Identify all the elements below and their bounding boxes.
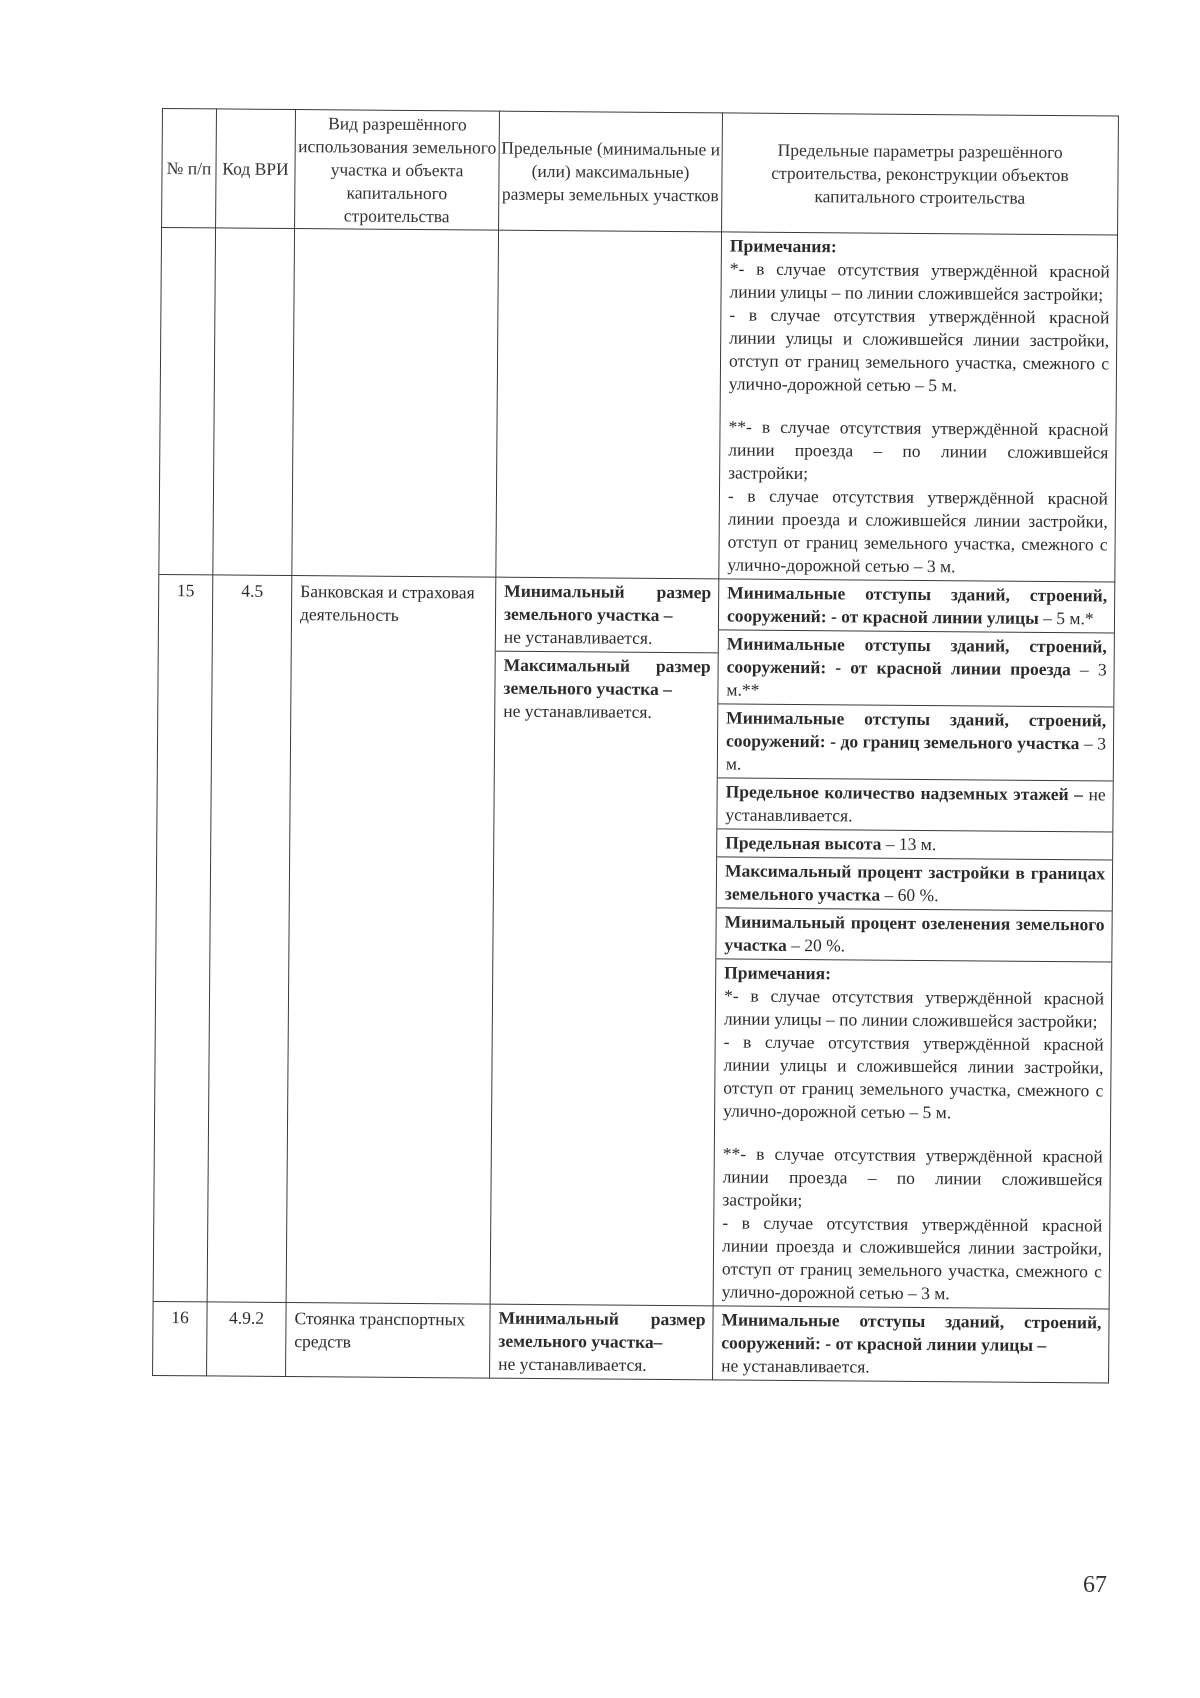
max-size: Максимальный размер земельного участка – не устанавливается. <box>495 651 718 727</box>
zoning-table <box>152 108 1119 1383</box>
header-size: Предельные (минимальные и (или) максимальные) размеры земельных участков <box>499 111 723 232</box>
notes-title: Примечания: <box>724 962 832 984</box>
row-number: 15 <box>153 574 213 1301</box>
header-name: Вид разрешённого использования земельного участка и объекта капитального строительства <box>295 110 500 231</box>
note-passage: **- в случае отсутствия утверждённой красной линии проезда – по линии сложившейся застройки; - в случае отсутствия утверждённой красной линии проезда и сложившейся линии застройки, отступ от границ земельного участка, смежного с улично-дорожной сетью – 3 м. <box>727 416 1109 577</box>
table-row-15 <box>153 574 1115 1308</box>
row-number: 16 <box>153 1301 208 1375</box>
row-size-cell <box>490 577 719 1306</box>
row-size-cell <box>490 1304 714 1380</box>
note-street: *- в случае отсутствия утверждённой красной линии улицы – по линии сложившейся застройки; - в случае отсутствия утверждённой красной линии улицы и сложившейся линии застройки, отступ от границ земельного участка, смежного с улично-дорожной сетью – 5 м. <box>723 985 1105 1123</box>
row-params-cell <box>713 1306 1110 1383</box>
row-code: 4.5 <box>207 575 292 1303</box>
notes-cell <box>714 958 1112 1308</box>
min-size: Минимальный размер земельного участка– не устанавливается. <box>498 1307 706 1375</box>
table-row-16 <box>153 1301 1110 1383</box>
table-row-continuation <box>159 228 1118 582</box>
notes-cell <box>719 232 1118 582</box>
param-height: Предельная высота – 13 м. <box>717 828 1112 859</box>
note-passage: **- в случае отсутствия утверждённой красной линии проезда – по линии сложившейся застройки; - в случае отсутствия утверждённой красной линии проезда и сложившейся линии застройки, отступ от границ земельного участка, смежного с улично-дорожной сетью – 3 м. <box>721 1143 1103 1304</box>
param-green-percent: Минимальный процент озеленения земельного участка – 20 %. <box>716 907 1111 961</box>
min-size: Минимальный размер земельного участка – не устанавливается. <box>503 580 712 648</box>
header-code: Код ВРИ <box>216 109 296 229</box>
param-build-percent: Максимальный процент застройки в границах земельного участка – 60 %. <box>717 856 1112 910</box>
row-use-name: Стоянка транспортных средств <box>286 1303 491 1379</box>
notes-title: Примечания: <box>729 235 837 257</box>
header-num: № п/п <box>162 109 217 228</box>
row-code: 4.9.2 <box>207 1302 287 1377</box>
row-use-name: Банковская и страховая деятельность <box>286 576 496 1305</box>
page-number: 67 <box>1083 1572 1107 1598</box>
table-header-row <box>162 109 1119 236</box>
param-setback-street: Минимальные отступы зданий, строений, сооружений: - от красной линии улицы – не устанавливается. <box>721 1309 1102 1377</box>
param-setback-street: Минимальные отступы зданий, строений, сооружений: - от красной линии улицы – 5 м.* <box>726 582 1108 629</box>
param-floors: Предельное количество надземных этажей – не устанавливается. <box>717 777 1112 831</box>
param-setback-passage: Минимальные отступы зданий, строений, сооружений: - от красной линии проезда – 3 м.** <box>718 629 1114 706</box>
note-street: *- в случае отсутствия утверждённой красной линии улицы – по линии сложившейся застройки; - в случае отсутствия утверждённой красной линии улицы и сложившейся линии застройки, отступ от границ земельного участка, смежного с улично-дорожной сетью – 5 м. <box>728 258 1110 396</box>
header-params: Предельные параметры разрешённого строительства, реконструкции объектов капитального строительства <box>722 113 1119 235</box>
param-setback-border: Минимальные отступы зданий, строений, сооружений: - до границ земельного участка – 3 м. <box>718 703 1114 780</box>
row-params-cell <box>713 579 1115 1309</box>
